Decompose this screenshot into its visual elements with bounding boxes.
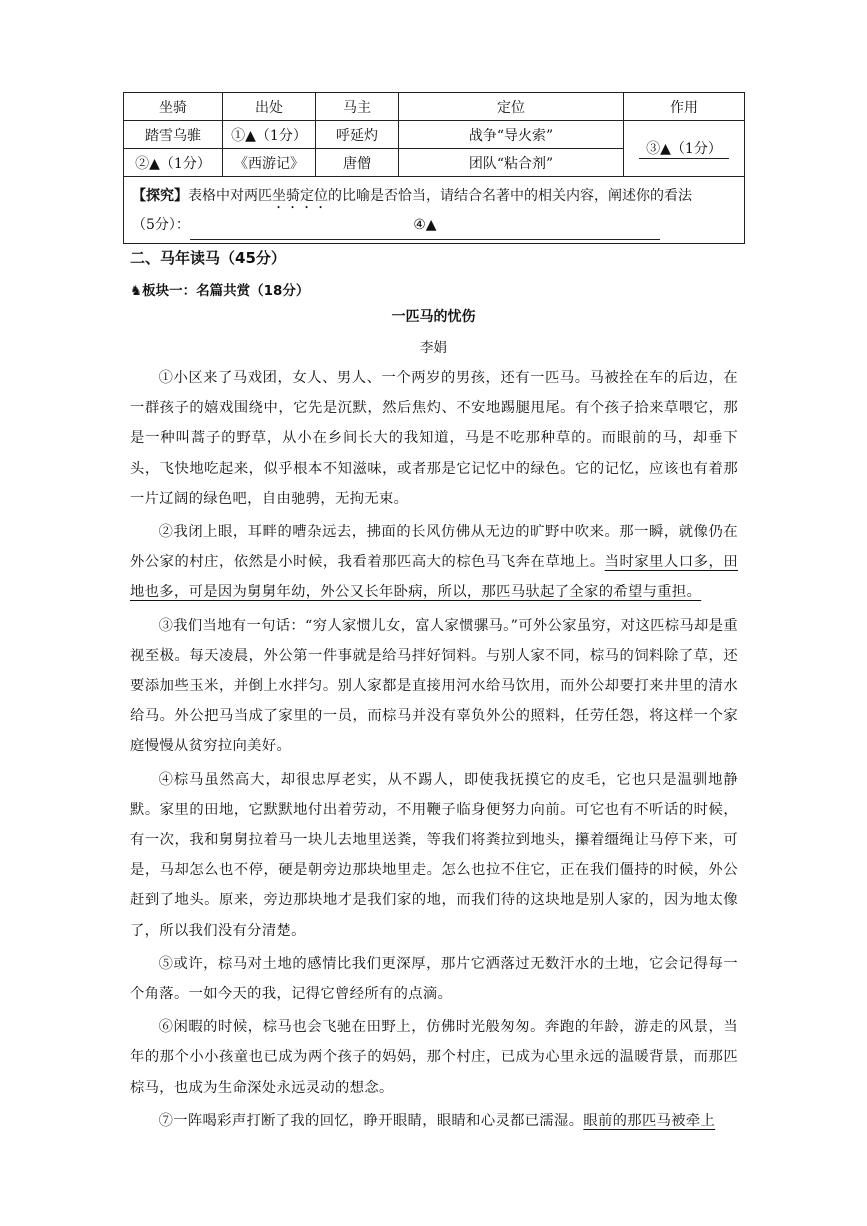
explore-cell xyxy=(124,177,745,244)
row2-source: 《西游记》 xyxy=(223,149,316,177)
effect-blank[interactable]: ③▲（1分） xyxy=(639,138,729,159)
paragraph-7-underlined: 眼前的那匹马被牵上 xyxy=(583,1112,716,1129)
article-body xyxy=(130,363,738,1139)
row2-owner: 唐僧 xyxy=(316,149,399,177)
paragraph-2-underlined: 当时家里人口多，田地也多，可是因为舅舅年幼，外公又长年卧病，所以，那匹马驮起了全家的希望与重担。 xyxy=(130,554,738,601)
explore-question: 表格中对两匹坐骑定位的比喻是否恰当，请结合名著中的相关内容，阐述你的看法 xyxy=(188,187,692,204)
header-mount: 坐骑 xyxy=(124,93,223,121)
table-row xyxy=(124,121,745,149)
section-title: 二、马年读马（45分） xyxy=(130,249,286,267)
header-source: 出处 xyxy=(223,93,316,121)
paragraph-4: ④棕马虽然高大，却很忠厚老实，从不踢人，即使我抚摸它的皮毛，它也只是温驯地静默。家里的田地，它默默地付出着劳动，不用鞭子临身便努力向前。可它也有不听话的时候，有一次，我和舅舅拉着马一块儿去地里送粪，等我们将粪拉到地头，攥着缰绳让马停下来，可是，马却怎么也不停，硬是朝旁边那块地里走。怎么也拉不住它，正在我们僵持的时候，外公赶到了地头。原来，旁边那块地才是我们家的地，而我们待的这块地是别人家的，因为地太像了，所以我们没有分清楚。 xyxy=(130,771,738,939)
paragraph-2 xyxy=(130,517,738,608)
header-role: 定位 xyxy=(399,93,624,121)
table-header-row xyxy=(124,93,745,121)
article-title: 一匹马的忧伤 xyxy=(391,309,476,325)
header-owner: 马主 xyxy=(316,93,399,121)
explore-score: （5分）： xyxy=(132,216,190,233)
paragraph-3: ③我们当地有一句话：“穷人家惯儿女，富人家惯骡马。”可外公家虽穷，对这匹棕马却是重视至极。每天凌晨，外公第一件事就是给马拌好饲料。与别人家不同，棕马的饲料除了草，还要添加些玉米，并倒上水拌匀。别人家都是直接用河水给马饮用，而外公却要打来井里的清水给马。外公把马当成了家里的一员，而棕马并没有辜负外公的照料，任劳任怨，将这样一个家庭慢慢从贫穷拉向美好。 xyxy=(130,617,738,755)
row1-source-blank[interactable]: ①▲（1分） xyxy=(223,121,316,149)
article-author: 李娟 xyxy=(420,340,447,356)
paragraph-5: ⑤或许，棕马对土地的感情比我们更深厚，那片它洒落过无数汗水的土地，它会记得每一个角落。一如今天的我，记得它曾经所有的点滴。 xyxy=(130,955,738,1003)
row1-owner: 呼延灼 xyxy=(316,121,399,149)
row1-mount: 踏雪乌骓 xyxy=(124,121,223,149)
explore-tag: 【探究】 xyxy=(132,187,188,204)
paragraph-1: ①小区来了马戏团，女人、男人、一个两岁的男孩，还有一匹马。马被拴在车的后边，在一群孩子的嬉戏围绕中，它先是沉默，然后焦灼、不安地踢腿甩尾。有个孩子拾来草喂它，那是一种叫蒿子的野草，从小在乡间长大的我知道，马是不吃那种草的。而眼前的马，却垂下头，飞快地吃起来，似乎根本不知滋味，或者那是它记忆中的绿色。它的记忆，应该也有着那一片辽阔的绿色吧，自由驰骋，无拘无束。 xyxy=(130,370,738,507)
paragraph-7-text: ⑦一阵喝彩声打断了我的回忆，睁开眼睛，眼睛和心灵都已濡湿。 xyxy=(158,1112,584,1129)
paragraph-6: ⑥闲暇的时候，棕马也会飞驰在田野上，仿佛时光般匆匆。奔跑的年龄，游走的风景，当年的那个小小孩童也已成为两个孩子的妈妈，那个村庄，已成为心里永远的温暖背景，而那匹棕马，也成为生命深处永远灵动的想念。 xyxy=(130,1019,738,1096)
row1-role: 战争“导火索” xyxy=(399,121,624,149)
explore-answer-blank[interactable]: ④▲ xyxy=(190,212,660,240)
row2-mount-blank[interactable]: ②▲（1分） xyxy=(124,149,223,177)
explore-row xyxy=(124,177,745,244)
paragraph-2-text: ②我闭上眼，耳畔的嘈杂远去，拂面的长风仿佛从无边的旷野中吹来。那一瞬，就像仍在外公家的村庄，依然是小时候，我看着那匹高大的棕色马飞奔在草地上。 xyxy=(130,524,738,571)
row2-role: 团队“粘合剂” xyxy=(399,149,624,177)
explore-emphasis: 坐骑定位 xyxy=(272,187,328,204)
info-table xyxy=(123,92,745,244)
header-effect: 作用 xyxy=(624,93,745,121)
effect-cell xyxy=(624,121,745,177)
paragraph-7 xyxy=(130,1106,738,1136)
block-title: ♞板块一：名篇共赏（18分） xyxy=(130,283,310,299)
